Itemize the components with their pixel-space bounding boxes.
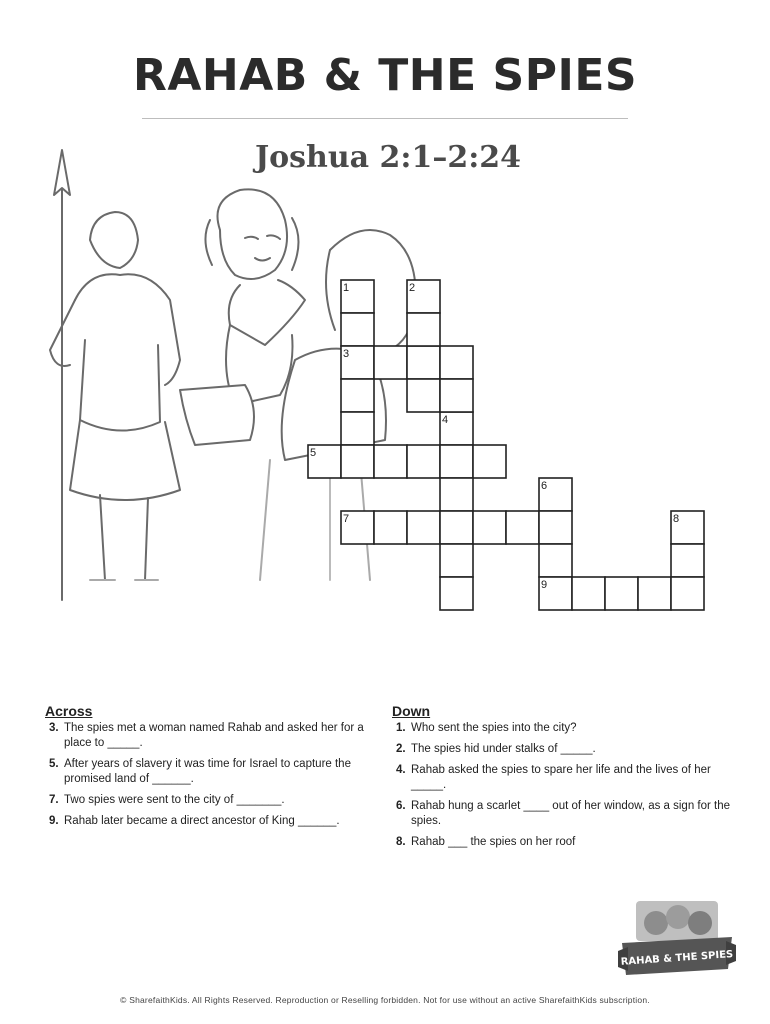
copyright-footer: © SharefaithKids. All Rights Reserved. Reproduction or Reselling forbidden. Not for use without an active SharefaithKids subscription. — [120, 995, 650, 1005]
cell-number: 4 — [442, 414, 449, 426]
crossword-cell[interactable] — [407, 313, 440, 346]
clue-number: 1. — [396, 722, 406, 734]
clue-text: Who sent the spies into the city? — [411, 722, 577, 734]
clue-number: 8. — [396, 836, 406, 848]
crossword-cell[interactable] — [440, 478, 473, 511]
clue-down-6 — [392, 799, 732, 829]
clue-down-2 — [392, 742, 732, 757]
clue-across-7 — [45, 793, 380, 808]
crossword-cell[interactable] — [473, 445, 506, 478]
crossword-cell[interactable] — [440, 346, 473, 379]
crossword-cell[interactable] — [506, 511, 539, 544]
cell-number: 5 — [310, 447, 317, 459]
clue-number: 5. — [49, 758, 59, 770]
clue-number: 9. — [49, 815, 59, 827]
crossword-cell[interactable] — [539, 478, 572, 511]
clue-number: 7. — [49, 794, 59, 806]
title-divider — [142, 118, 628, 119]
cell-number: 2 — [409, 282, 416, 294]
crossword-cell[interactable] — [374, 346, 407, 379]
crossword-cell[interactable] — [638, 577, 671, 610]
crossword-cell[interactable] — [440, 511, 473, 544]
crossword-cell[interactable] — [671, 577, 704, 610]
crossword-cell[interactable] — [374, 445, 407, 478]
clue-number: 6. — [396, 800, 406, 812]
crossword-cell[interactable] — [407, 511, 440, 544]
crossword-cell[interactable] — [341, 346, 374, 379]
crossword-cell[interactable] — [572, 577, 605, 610]
crossword-cell[interactable] — [341, 313, 374, 346]
page-title: RAHAB & THE SPIES — [132, 50, 638, 101]
clue-text: Rahab ___ the spies on her roof — [411, 836, 576, 848]
crossword-cell[interactable] — [440, 577, 473, 610]
crossword-cell[interactable] — [374, 511, 407, 544]
clue-text: Rahab asked the spies to spare her life and the lives of her _____. — [411, 764, 711, 791]
clue-text: Two spies were sent to the city of _______. — [64, 794, 285, 806]
crossword-cell[interactable] — [308, 445, 341, 478]
crossword-cell[interactable] — [671, 544, 704, 577]
crossword-cell[interactable] — [341, 445, 374, 478]
scripture-reference: Joshua 2:1–2:24 — [254, 140, 522, 175]
crossword-cell[interactable] — [407, 379, 440, 412]
clue-text: The spies hid under stalks of _____. — [411, 743, 596, 755]
crossword-cell[interactable] — [539, 544, 572, 577]
clue-text: The spies met a woman named Rahab and asked her for a place to _____. — [64, 722, 364, 749]
crossword-cell[interactable] — [671, 511, 704, 544]
clue-text: Rahab hung a scarlet ____ out of her window, as a sign for the spies. — [411, 800, 731, 827]
clue-across-9 — [45, 814, 380, 829]
cell-number: 6 — [541, 480, 548, 492]
rahab-spies-badge — [618, 893, 736, 981]
cell-number: 9 — [541, 579, 548, 591]
down-heading: Down — [392, 703, 431, 719]
badge-label: RAHAB & THE SPIES — [620, 949, 734, 968]
cell-number: 8 — [673, 513, 680, 525]
clue-number: 2. — [396, 743, 406, 755]
crossword-cell[interactable] — [341, 412, 374, 445]
crossword-cell[interactable] — [407, 280, 440, 313]
clue-down-1 — [392, 721, 732, 736]
crossword-cell[interactable] — [440, 412, 473, 445]
clue-down-4 — [392, 763, 732, 793]
clue-across-5 — [45, 757, 380, 787]
clue-number: 3. — [49, 722, 59, 734]
across-clues — [45, 704, 380, 835]
crossword-cell[interactable] — [605, 577, 638, 610]
clue-down-8 — [392, 835, 732, 850]
crossword-cell[interactable] — [440, 445, 473, 478]
crossword-cell[interactable] — [440, 379, 473, 412]
crossword-cell[interactable] — [341, 379, 374, 412]
crossword-cell[interactable] — [407, 346, 440, 379]
crossword-cell[interactable] — [341, 280, 374, 313]
cell-number: 3 — [343, 348, 350, 360]
crossword-cell[interactable] — [539, 511, 572, 544]
clue-text: After years of slavery it was time for Israel to capture the promised land of ______. — [64, 758, 351, 785]
cell-number: 7 — [343, 513, 350, 525]
crossword-cell[interactable] — [440, 544, 473, 577]
clue-text: Rahab later became a direct ancestor of King ______. — [64, 815, 340, 827]
crossword-cell[interactable] — [539, 577, 572, 610]
cell-number: 1 — [343, 282, 350, 294]
clue-across-3 — [45, 721, 380, 751]
crossword-cell[interactable] — [473, 511, 506, 544]
down-clues — [392, 704, 732, 856]
crossword-cell[interactable] — [407, 445, 440, 478]
crossword-cell[interactable] — [341, 511, 374, 544]
across-heading: Across — [45, 703, 93, 719]
clue-number: 4. — [396, 764, 406, 776]
